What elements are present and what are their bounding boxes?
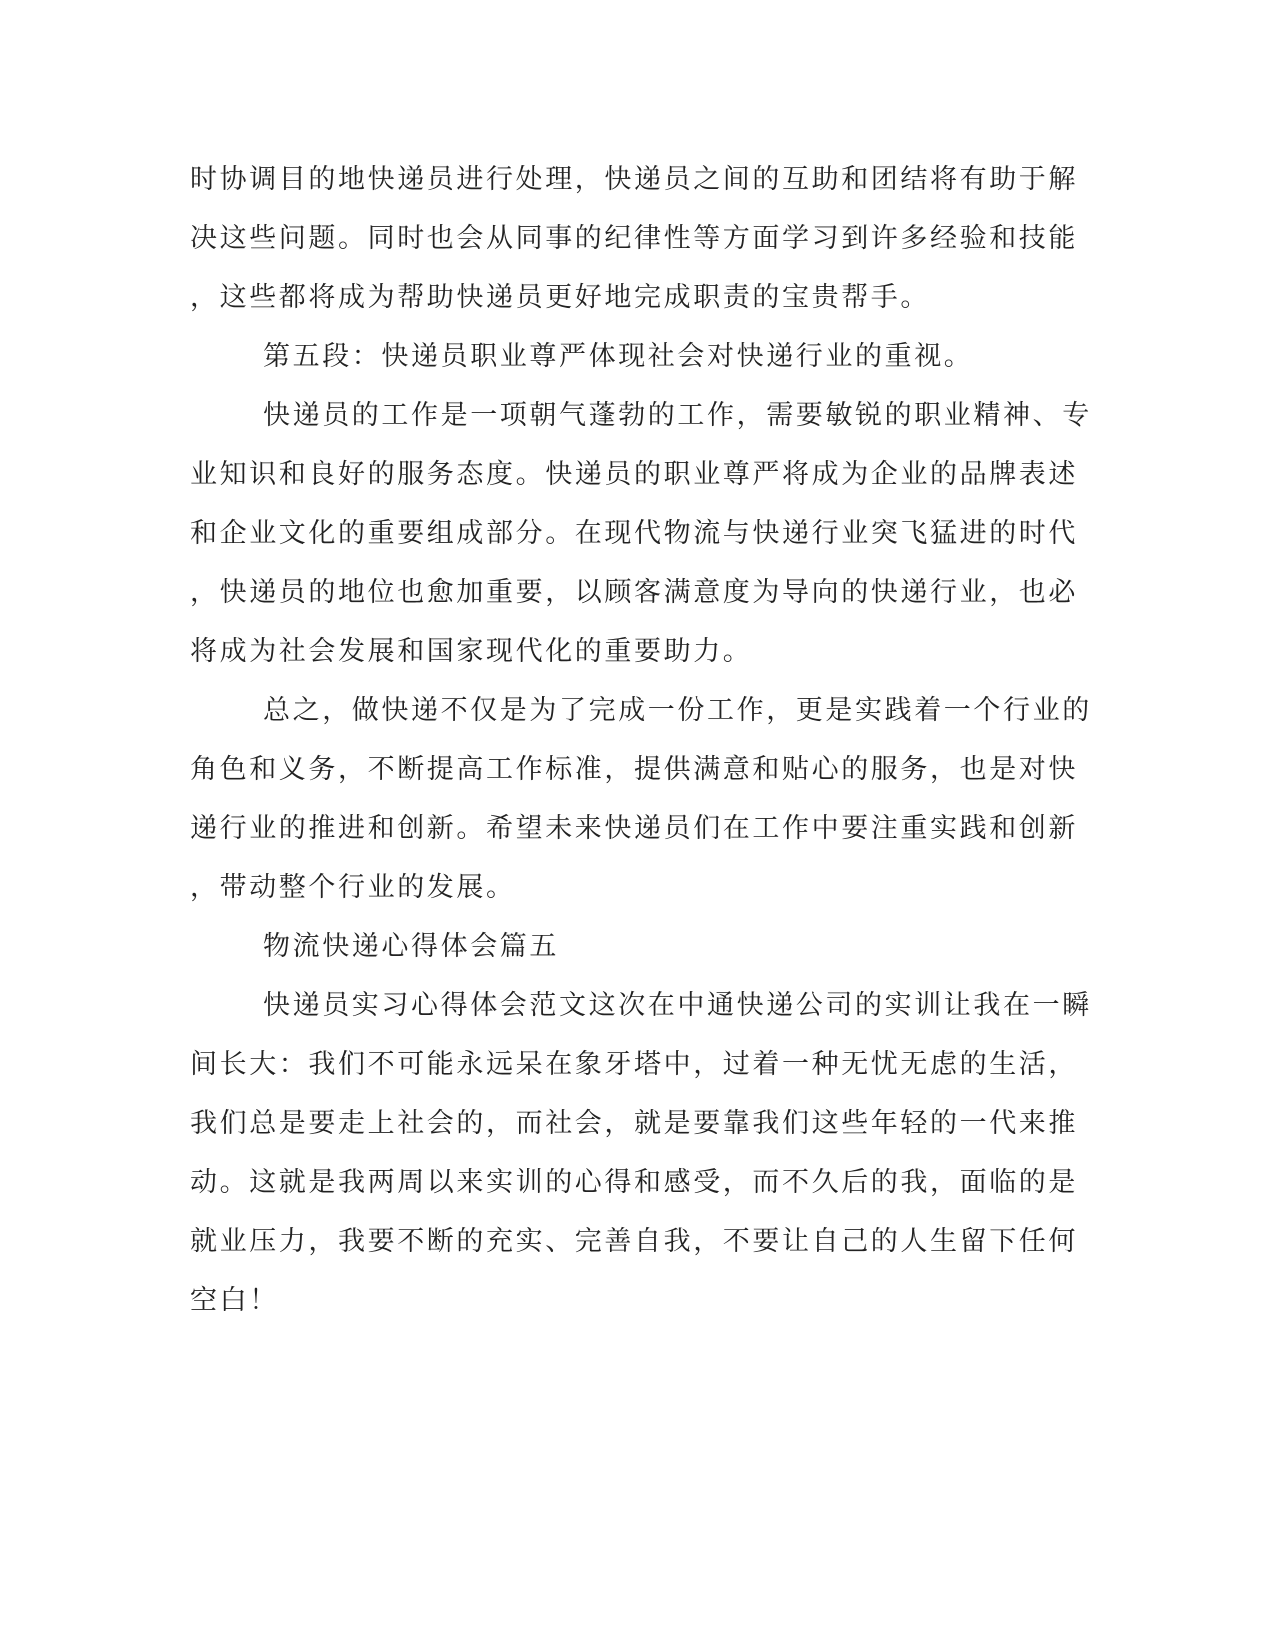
- text-line: ，带动整个行业的发展。: [190, 872, 516, 903]
- text-line: 就业压力，我要不断的充实、完善自我，不要让自己的人生留下任何: [190, 1226, 1078, 1257]
- text-line: 快递员实习心得体会范文这次在中通快递公司的实训让我在一瞬: [263, 990, 1092, 1021]
- text-line: 和企业文化的重要组成部分。在现代物流与快递行业突飞猛进的时代: [190, 518, 1078, 549]
- text-line: 间长大：我们不可能永远呆在象牙塔中，过着一种无忧无虑的生活，: [190, 1049, 1078, 1080]
- text-line: 递行业的推进和创新。希望未来快递员们在工作中要注重实践和创新: [190, 813, 1078, 844]
- text-line: 业知识和良好的服务态度。快递员的职业尊严将成为企业的品牌表述: [190, 459, 1078, 490]
- section-heading: 第五段：快递员职业尊严体现社会对快递行业的重视。: [263, 341, 974, 372]
- text-line: 动。这就是我两周以来实训的心得和感受，而不久后的我，面临的是: [190, 1167, 1078, 1198]
- text-line: 总之，做快递不仅是为了完成一份工作，更是实践着一个行业的: [263, 695, 1092, 726]
- text-line: ，这些都将成为帮助快递员更好地完成职责的宝贵帮手。: [190, 282, 930, 313]
- text-line: 我们总是要走上社会的，而社会，就是要靠我们这些年轻的一代来推: [190, 1108, 1078, 1139]
- section-heading: 物流快递心得体会篇五: [263, 931, 559, 962]
- text-line: 时协调目的地快递员进行处理，快递员之间的互助和团结将有助于解: [190, 164, 1078, 195]
- text-line: 角色和义务，不断提高工作标准，提供满意和贴心的服务，也是对快: [190, 754, 1078, 785]
- text-line: ，快递员的地位也愈加重要，以顾客满意度为导向的快递行业，也必: [190, 577, 1078, 608]
- text-line: 快递员的工作是一项朝气蓬勃的工作，需要敏锐的职业精神、专: [263, 400, 1092, 431]
- text-line: 将成为社会发展和国家现代化的重要助力。: [190, 636, 753, 667]
- text-line: 决这些问题。同时也会从同事的纪律性等方面学习到许多经验和技能: [190, 223, 1078, 254]
- text-line: 空白！: [190, 1285, 279, 1316]
